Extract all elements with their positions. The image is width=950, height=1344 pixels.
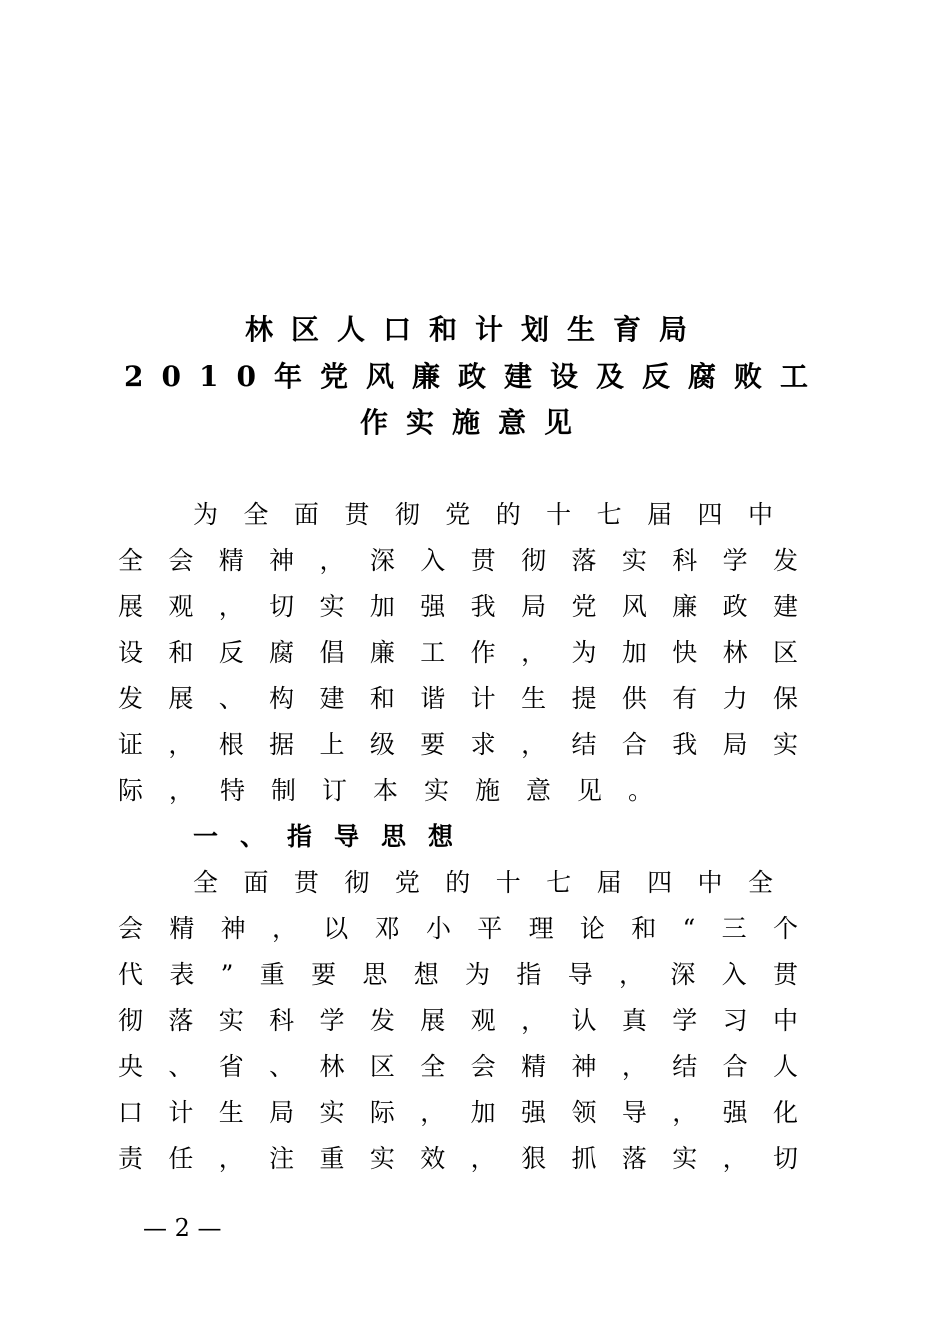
paragraph1-line: 全会精神，深入贯彻落实科学发 [118, 546, 798, 575]
title-line-1: 林区人口和计划生育局 [244, 313, 705, 346]
paragraph2-line: 责任，注重实效，狠抓落实，切 [118, 1144, 798, 1173]
section1-heading: 一、指导思想 [193, 822, 476, 851]
paragraph1-line: 设和反腐倡廉工作，为加快林区 [118, 638, 798, 667]
title-line-3: 作实施意见 [359, 406, 590, 439]
paragraph2-line: 会精神，以邓小平理论和“三个 [118, 914, 798, 943]
paragraph1-line: 为全面贯彻党的十七届四中 [193, 500, 773, 529]
paragraph2-line: 央、省、林区全会精神，结合人 [118, 1052, 798, 1081]
paragraph1-line: 发展、构建和谐计生提供有力保 [118, 684, 798, 713]
paragraph2-line: 全面贯彻党的十七届四中全 [193, 868, 773, 897]
paragraph2-line: 代表”重要思想为指导，深入贯 [118, 960, 798, 989]
title-line-2: 2010年党风廉政建设及反腐败工 [124, 360, 826, 393]
paragraph1-line: 展观，切实加强我局党风廉政建 [118, 592, 798, 621]
page-number: — 2 — [143, 1214, 222, 1242]
paragraph2-line: 彻落实科学发展观，认真学习中 [118, 1006, 798, 1035]
paragraph1-line: 际，特制订本实施意见。 [118, 776, 680, 805]
paragraph1-line: 证，根据上级要求，结合我局实 [118, 730, 798, 759]
paragraph2-line: 口计生局实际，加强领导，强化 [118, 1098, 798, 1127]
